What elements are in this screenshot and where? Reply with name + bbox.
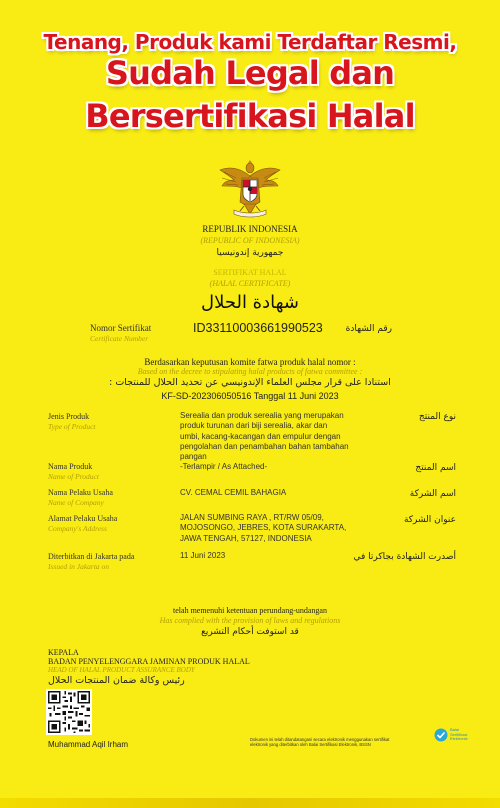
certificate-title: SERTIFIKAT HALAL <box>213 268 287 277</box>
product-name-value: -Terlampir / As Attached- <box>180 462 268 471</box>
address-label-en: Company's Address <box>48 524 107 533</box>
bsre-logo-text: Balai Sertifikasi Elektronik <box>450 727 468 742</box>
certificate-number-label-en: Certificate Number <box>90 334 149 343</box>
product-name-label: Nama Produk <box>48 462 93 471</box>
signatory-name: Muhammad Aqil Irham <box>48 740 129 749</box>
decree-number: KF-SD-202306050516 Tanggal 11 Juni 2023 <box>161 391 339 401</box>
decree-text: Berdasarkan keputusan komite fatwa produk halal nomor : <box>144 357 356 367</box>
country-name-ar: جمهورية إندونيسيا <box>216 248 284 258</box>
e-signature-note: Dokumen ini telah ditandatangani secara elektronik menggunakan sertifikat elektronik yang diterbitkan oleh Balai Sertifikasi Elektronik, BSSN <box>250 737 390 747</box>
headline-line-3: Bersertifikasi Halal <box>85 97 415 135</box>
certificate-number-label-ar: رقم الشهادة <box>345 324 392 334</box>
compliance-text: telah memenuhi ketentuan perundang-undangan <box>173 606 327 615</box>
country-name: REPUBLIK INDONESIA <box>202 224 298 234</box>
product-name-label-en: Name of Product <box>48 472 99 481</box>
country-name-en: (REPUBLIC OF INDONESIA) <box>200 236 300 245</box>
issued-label-en: Issued in Jakarta on <box>48 562 110 571</box>
signatory-title: KEPALA <box>48 648 79 657</box>
address-value: JALAN SUMBING RAYA , RT/RW 05/09, MOJOSONGO, JEBRES, KOTA SURAKARTA, JAWA TENGAH, 57127, INDONESIA <box>180 513 347 543</box>
signatory-agency: BADAN PENYELENGGARA JAMINAN PRODUK HALAL <box>48 657 250 666</box>
decree-text-ar: استنادا على قرار مجلس العلماء الإندونيسي عن تحديد الحلال للمنتجات : <box>109 377 391 388</box>
signatory-agency-en: HEAD OF HALAL PRODUCT ASSURANCE BODY <box>48 666 195 674</box>
certificate-number-label: Nomor Sertifikat <box>90 323 152 333</box>
product-name-label-ar: اسم المنتج <box>415 463 456 473</box>
garuda-emblem-icon <box>216 158 284 220</box>
product-type-label-en: Type of Product <box>48 422 96 431</box>
certificate-title-en: (HALAL CERTIFICATE) <box>209 279 291 288</box>
company-label-en: Name of Company <box>48 498 104 507</box>
address-label: Alamat Pelaku Usaha <box>48 514 118 523</box>
qr-code-icon[interactable] <box>46 689 92 735</box>
product-type-label-ar: نوع المنتج <box>418 412 456 422</box>
company-label-ar: اسم الشركة <box>409 489 456 499</box>
issued-label-ar: أصدرت الشهادة بجاكرتا في <box>353 552 456 562</box>
issued-label: Diterbitkan di Jakarta pada <box>48 552 135 561</box>
signatory-agency-ar: رئيس وكالة ضمان المنتجات الحلال <box>48 675 185 686</box>
decree-text-en: Based on the decree to stipulating halal products of fatwa committee : <box>137 367 363 376</box>
compliance-text-ar: قد استوفت أحكام التشريع <box>201 627 299 637</box>
headline-line-2: Sudah Legal dan <box>105 54 395 92</box>
certificate-title-ar: شهادة الحلال <box>201 292 299 313</box>
company-value: CV. CEMAL CEMIL BAHAGIA <box>180 488 287 497</box>
certificate-number-value: ID33110003661990523 <box>193 321 323 335</box>
product-type-label: Jenis Produk <box>48 412 90 421</box>
compliance-text-en: Has complied with the provision of laws and regulations <box>159 616 341 625</box>
product-type-value: Serealia dan produk serealia yang merupakan produk turunan dari biji serealia, akar dan umbi, kacang-kacangan dan empulur dengan pengolahan dan penambahan bahan tambahan pangan <box>180 411 349 462</box>
issued-value: 11 Juni 2023 <box>180 551 226 560</box>
headline-line-1: Tenang, Produk kami Terdaftar Resmi, <box>43 30 457 54</box>
company-label: Nama Pelaku Usaha <box>48 488 113 497</box>
address-label-ar: عنوان الشركة <box>403 515 456 525</box>
bsre-logo-icon <box>434 728 448 742</box>
